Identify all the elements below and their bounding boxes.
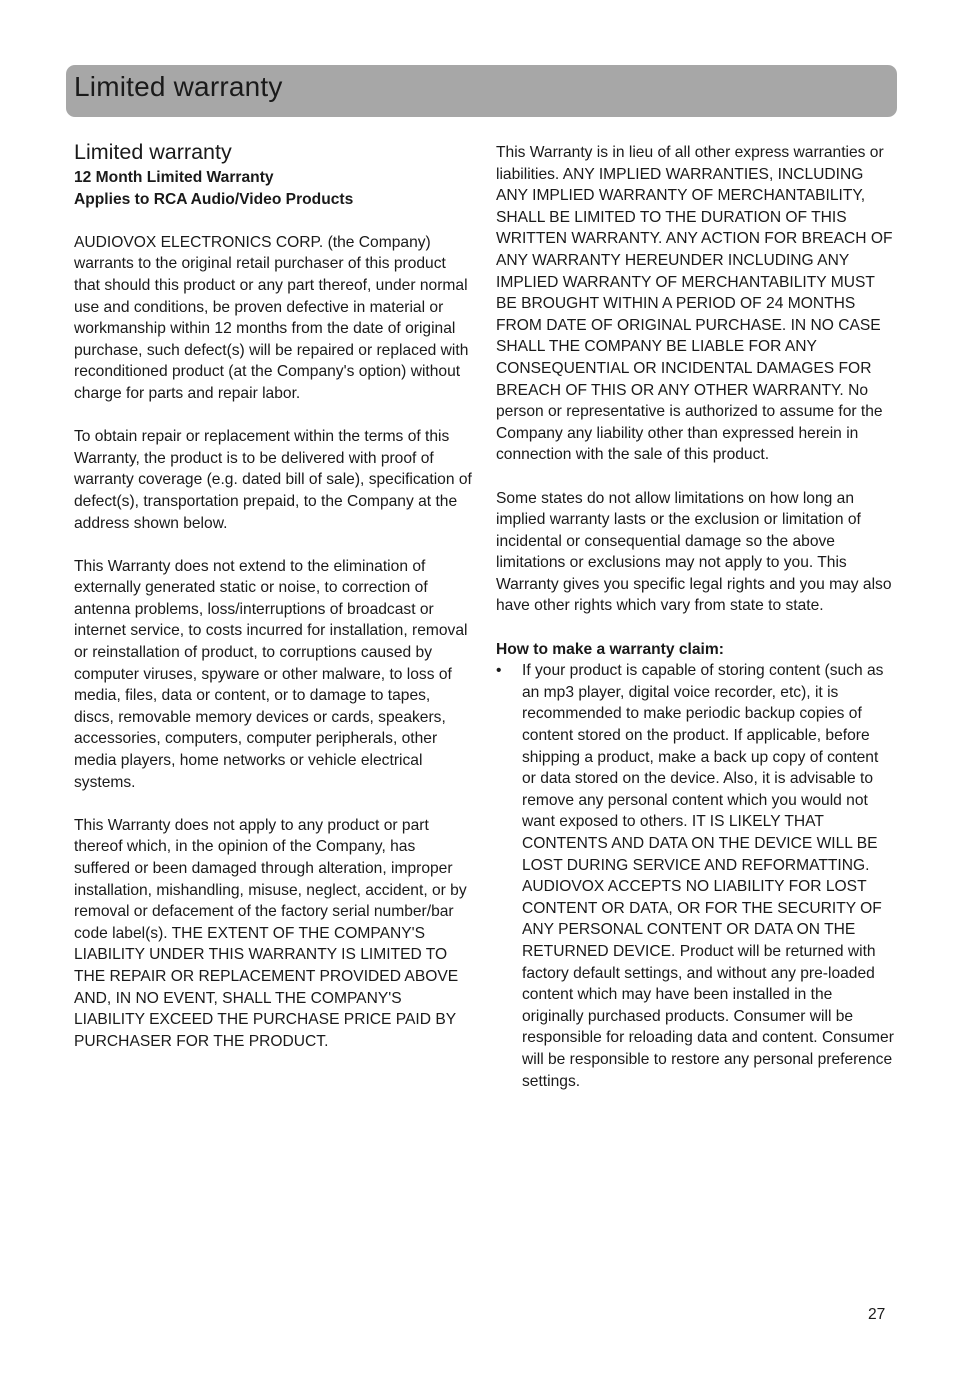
bullet-text: If your product is capable of storing content (such as an mp3 player, digital voice recorder, etc), it is recommended to make periodic backup copies of content stored on the product. If applicable, before shipping a product, make a back up copy of content or data stored on the device. Also, it is advisable to remove any personal content which you would not want exposed to others. IT IS LIKELY THAT CONTENTS AND DATA ON THE DEVICE WILL BE LOST DURING SERVICE AND REFORMATTING. AUDIOVOX ACCEPTS NO LIABILITY FOR LOST CONTENT OR DATA, OR FOR THE SECURITY OF ANY PERSONAL CONTENT OR DATA ON THE RETURNED DEVICE. Product will be returned with factory default settings, and without any pre-loaded content which may have been installed in the originally purchased products. Consumer will be responsible for reloading data and content. Consumer will be responsible to restore any personal preference settings. [522,662,894,1090]
paragraph-exclusions: This Warranty does not extend to the elimination of externally generated static or noise, to correction of antenna problems, loss/interruptions of broadcast or internet service, to costs incurred for installation, removal or reinstallation of product, to corruptions caused by computer viruses, spyware or other malware, to loss of media, files, data or content, or to damage to tapes, discs, removable memory devices or cards, speakers, accessories, computers, computer peripherals, other media players, home networks or vehicle electrical systems. [74,557,468,791]
paragraph-state-rights: Some states do not allow limitations on how long an implied warranty lasts or the exclusion or limitation of incidental or consequential damage so the above limitations or exclusions may not apply to you. This Warranty gives you specific legal rights and you may also have other rights which vary from state to state. [496,489,892,615]
paragraph-in-lieu: This Warranty is in lieu of all other express warranties or liabilities. ANY IMPLIED WARRANTIES, INCLUDING ANY IMPLIED WARRANTY OF MERCHANTABILITY, SHALL BE LIMITED TO THE DURATION OF THIS WRITTEN WARRANTY. ANY ACTION FOR BREACH OF ANY WARRANTY HEREUNDER INCLUDING ANY IMPLIED WARRANTY OF MERCHANTABILITY MUST BE BROUGHT WITHIN A PERIOD OF 24 MONTHS FROM DATE OF ORIGINAL PURCHASE. IN NO CASE SHALL THE COMPANY BE LIABLE FOR ANY CONSEQUENTIAL OR INCIDENTAL DAMAGES FOR BREACH OF THIS OR ANY OTHER WARRANTY. No person or representative is authorized to assume for the Company any liability other than expressed herein in connection with the sale of this product. [496,144,893,464]
paragraph-coverage: AUDIOVOX ELECTRONICS CORP. (the Company) warrants to the original retail purchaser of this product that should this product or any part thereof, under normal use and conditions, be proven defective in material or workmanship within 12 months from the date of original purchase, such defect(s) will be repaired or replaced with reconditioned product (at the Company's option) without charge for parts and repair labor. [74,233,469,402]
header-banner [66,65,897,117]
page-title: Limited warranty [74,71,283,102]
section-title: Limited warranty [74,140,232,164]
bullet-icon: • [496,662,502,680]
paragraph-obtain-repair: To obtain repair or replacement within the terms of this Warranty, the product is to be delivered with proof of warranty coverage (e.g. dated bill of sale), specification of defect(s), transportation prepaid, to the Company at the address shown below. [74,428,472,532]
subtitle-applies-to: Applies to RCA Audio/Video Products [74,190,354,208]
list-item [496,660,894,1092]
subtitle-warranty-term: 12 Month Limited Warranty [74,169,274,186]
paragraph-not-apply: This Warranty does not apply to any product or part thereof which, in the opinion of the Company, has suffered or been damaged through alteration, improper installation, mishandling, misuse, neglect, accident, or by removal or defacement of the factory serial number/bar code label(s). THE EXTENT OF THE COMPANY'S LIABILITY UNDER THIS WARRANTY IS LIMITED TO THE REPAIR OR REPLACEMENT PROVIDED ABOVE AND, IN NO EVENT, SHALL THE COMPANY'S LIABILITY EXCEED THE PURCHASE PRICE PAID BY PURCHASER FOR THE PRODUCT. [74,816,467,1050]
left-column [74,137,474,1074]
claim-heading: How to make a warranty claim: [496,640,724,658]
page-number: 27 [868,1306,886,1323]
right-column [496,137,894,1092]
